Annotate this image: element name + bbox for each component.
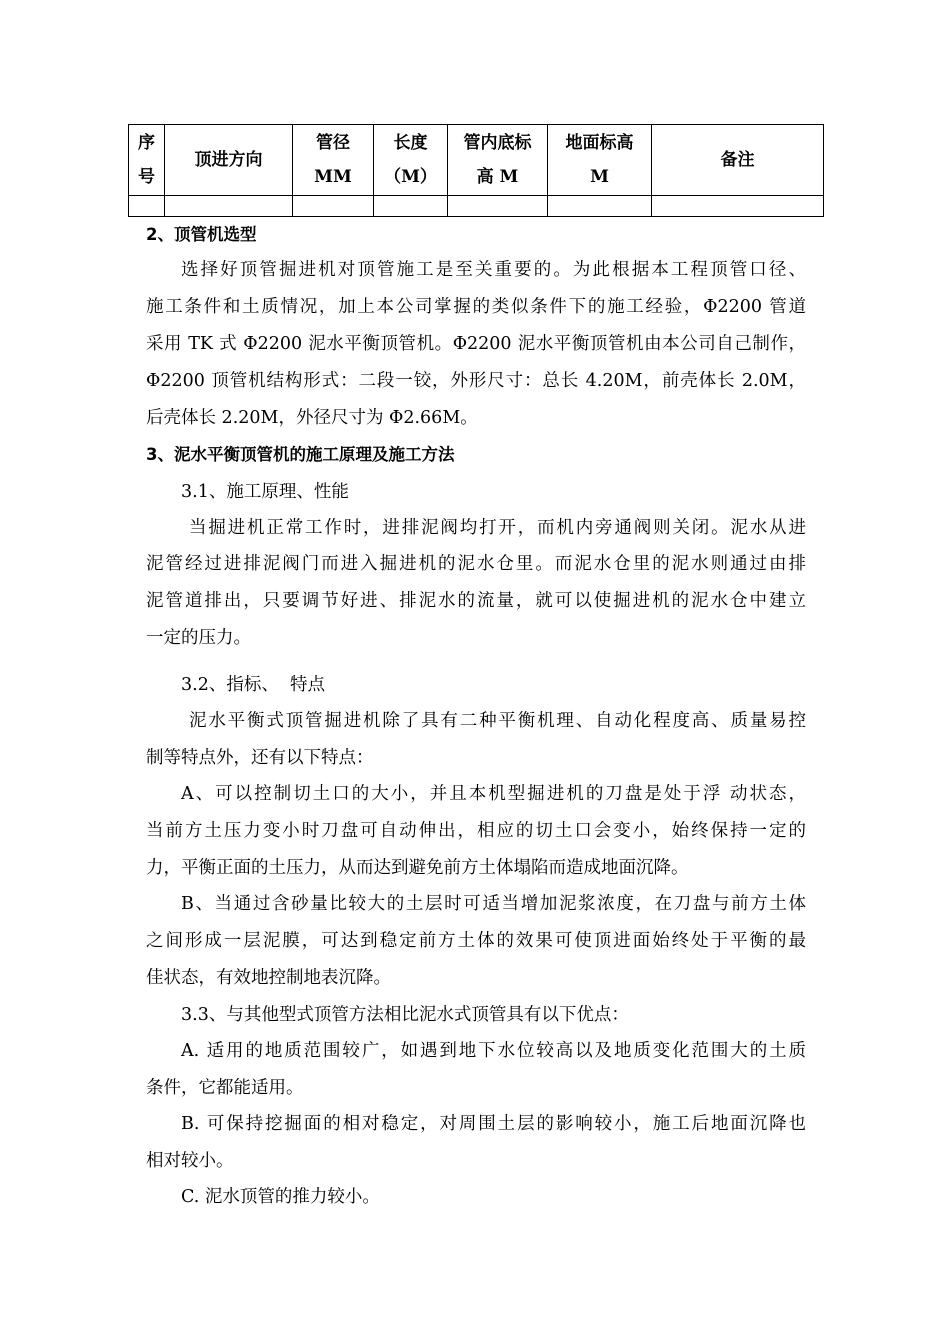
paragraph-line: 当掘进机正常工作时，进排泥阀均打开，而机内旁通阀则关闭。泥水从进	[189, 518, 806, 538]
subsection-heading: 3.3、与其他型式顶管方法相比泥水式顶管具有以下优点：	[181, 1005, 629, 1025]
paragraph-line: 后壳体长 2.20M，外径尺寸为 Φ2.66M。	[146, 408, 478, 428]
paragraph-line: 施工条件和土质情况，加上本公司掌握的类似条件下的施工经验，Φ2200 管道	[146, 297, 806, 317]
col-seq: 序 号	[129, 125, 165, 196]
paragraph-line: 制等特点外，还有以下特点：	[146, 748, 374, 768]
col-direction: 顶进方向	[165, 125, 293, 196]
col-ground-elevation: 地面标高 M	[548, 125, 652, 196]
paragraph-line: 一定的压力。	[146, 628, 251, 648]
section-heading: 2、顶管机选型	[146, 225, 257, 244]
table-row	[129, 196, 824, 217]
paragraph-line: B. 可保持挖掘面的相对稳定，对周围土层的影响较小，施工后地面沉降也	[181, 1114, 806, 1134]
paragraph-line: 泥管道排出，只要调节好进、排泥水的流量，就可以使掘进机的泥水仓中建立	[146, 591, 806, 611]
col-diameter: 管径 MM	[293, 125, 374, 196]
col-invert-elevation: 管内底标 高 M	[448, 125, 548, 196]
paragraph-line: 之间形成一层泥膜，可达到稳定前方土体的效果可使顶进面始终处于平衡的最	[146, 931, 806, 951]
paragraph-line: 佳状态，有效地控制地表沉降。	[146, 968, 391, 988]
pipe-jacking-table	[128, 124, 824, 217]
paragraph-line: Φ2200 顶管机结构形式：二段一铰，外形尺寸：总长 4.20M，前壳体长 2.0M，	[146, 371, 806, 391]
subsection-heading: 3.2、指标、 特点	[181, 675, 325, 695]
paragraph-line: C. 泥水顶管的推力较小。	[181, 1187, 380, 1207]
paragraph-line: 当前方土压力变小时刀盘可自动伸出，相应的切土口会变小，始终保持一定的	[146, 821, 806, 841]
section-heading: 3、泥水平衡顶管机的施工原理及施工方法	[146, 445, 455, 464]
paragraph-line: 力，平衡正面的土压力，从而达到避免前方土体塌陷而造成地面沉降。	[146, 858, 689, 878]
col-remarks: 备注	[652, 125, 824, 196]
paragraph-line: 采用 TK 式 Φ2200 泥水平衡顶管机。Φ2200 泥水平衡顶管机由本公司自己制作，	[146, 334, 806, 354]
table-header-row	[129, 125, 824, 196]
paragraph-line: A. 适用的地质范围较广，如遇到地下水位较高以及地质变化范围大的土质	[181, 1041, 806, 1061]
col-length: 长度 （M）	[374, 125, 448, 196]
paragraph-line: 泥水平衡式顶管掘进机除了具有二种平衡机理、自动化程度高、质量易控	[189, 711, 806, 731]
paragraph-line: 相对较小。	[146, 1151, 234, 1171]
paragraph-line: 选择好顶管掘进机对顶管施工是至关重要的。为此根据本工程顶管口径、	[181, 260, 806, 280]
paragraph-line: A、可以控制切土口的大小，并且本机型掘进机的刀盘是处于浮 动状态，	[181, 784, 806, 804]
subsection-heading: 3.1、施工原理、性能	[181, 482, 349, 502]
paragraph-line: 条件，它都能适用。	[146, 1078, 304, 1098]
paragraph-line: B、当通过含砂量比较大的土层时可适当增加泥浆浓度，在刀盘与前方土体	[181, 894, 806, 914]
paragraph-line: 泥管经过进排泥阀门而进入掘进机的泥水仓里。而泥水仓里的泥水则通过由排	[146, 554, 806, 574]
